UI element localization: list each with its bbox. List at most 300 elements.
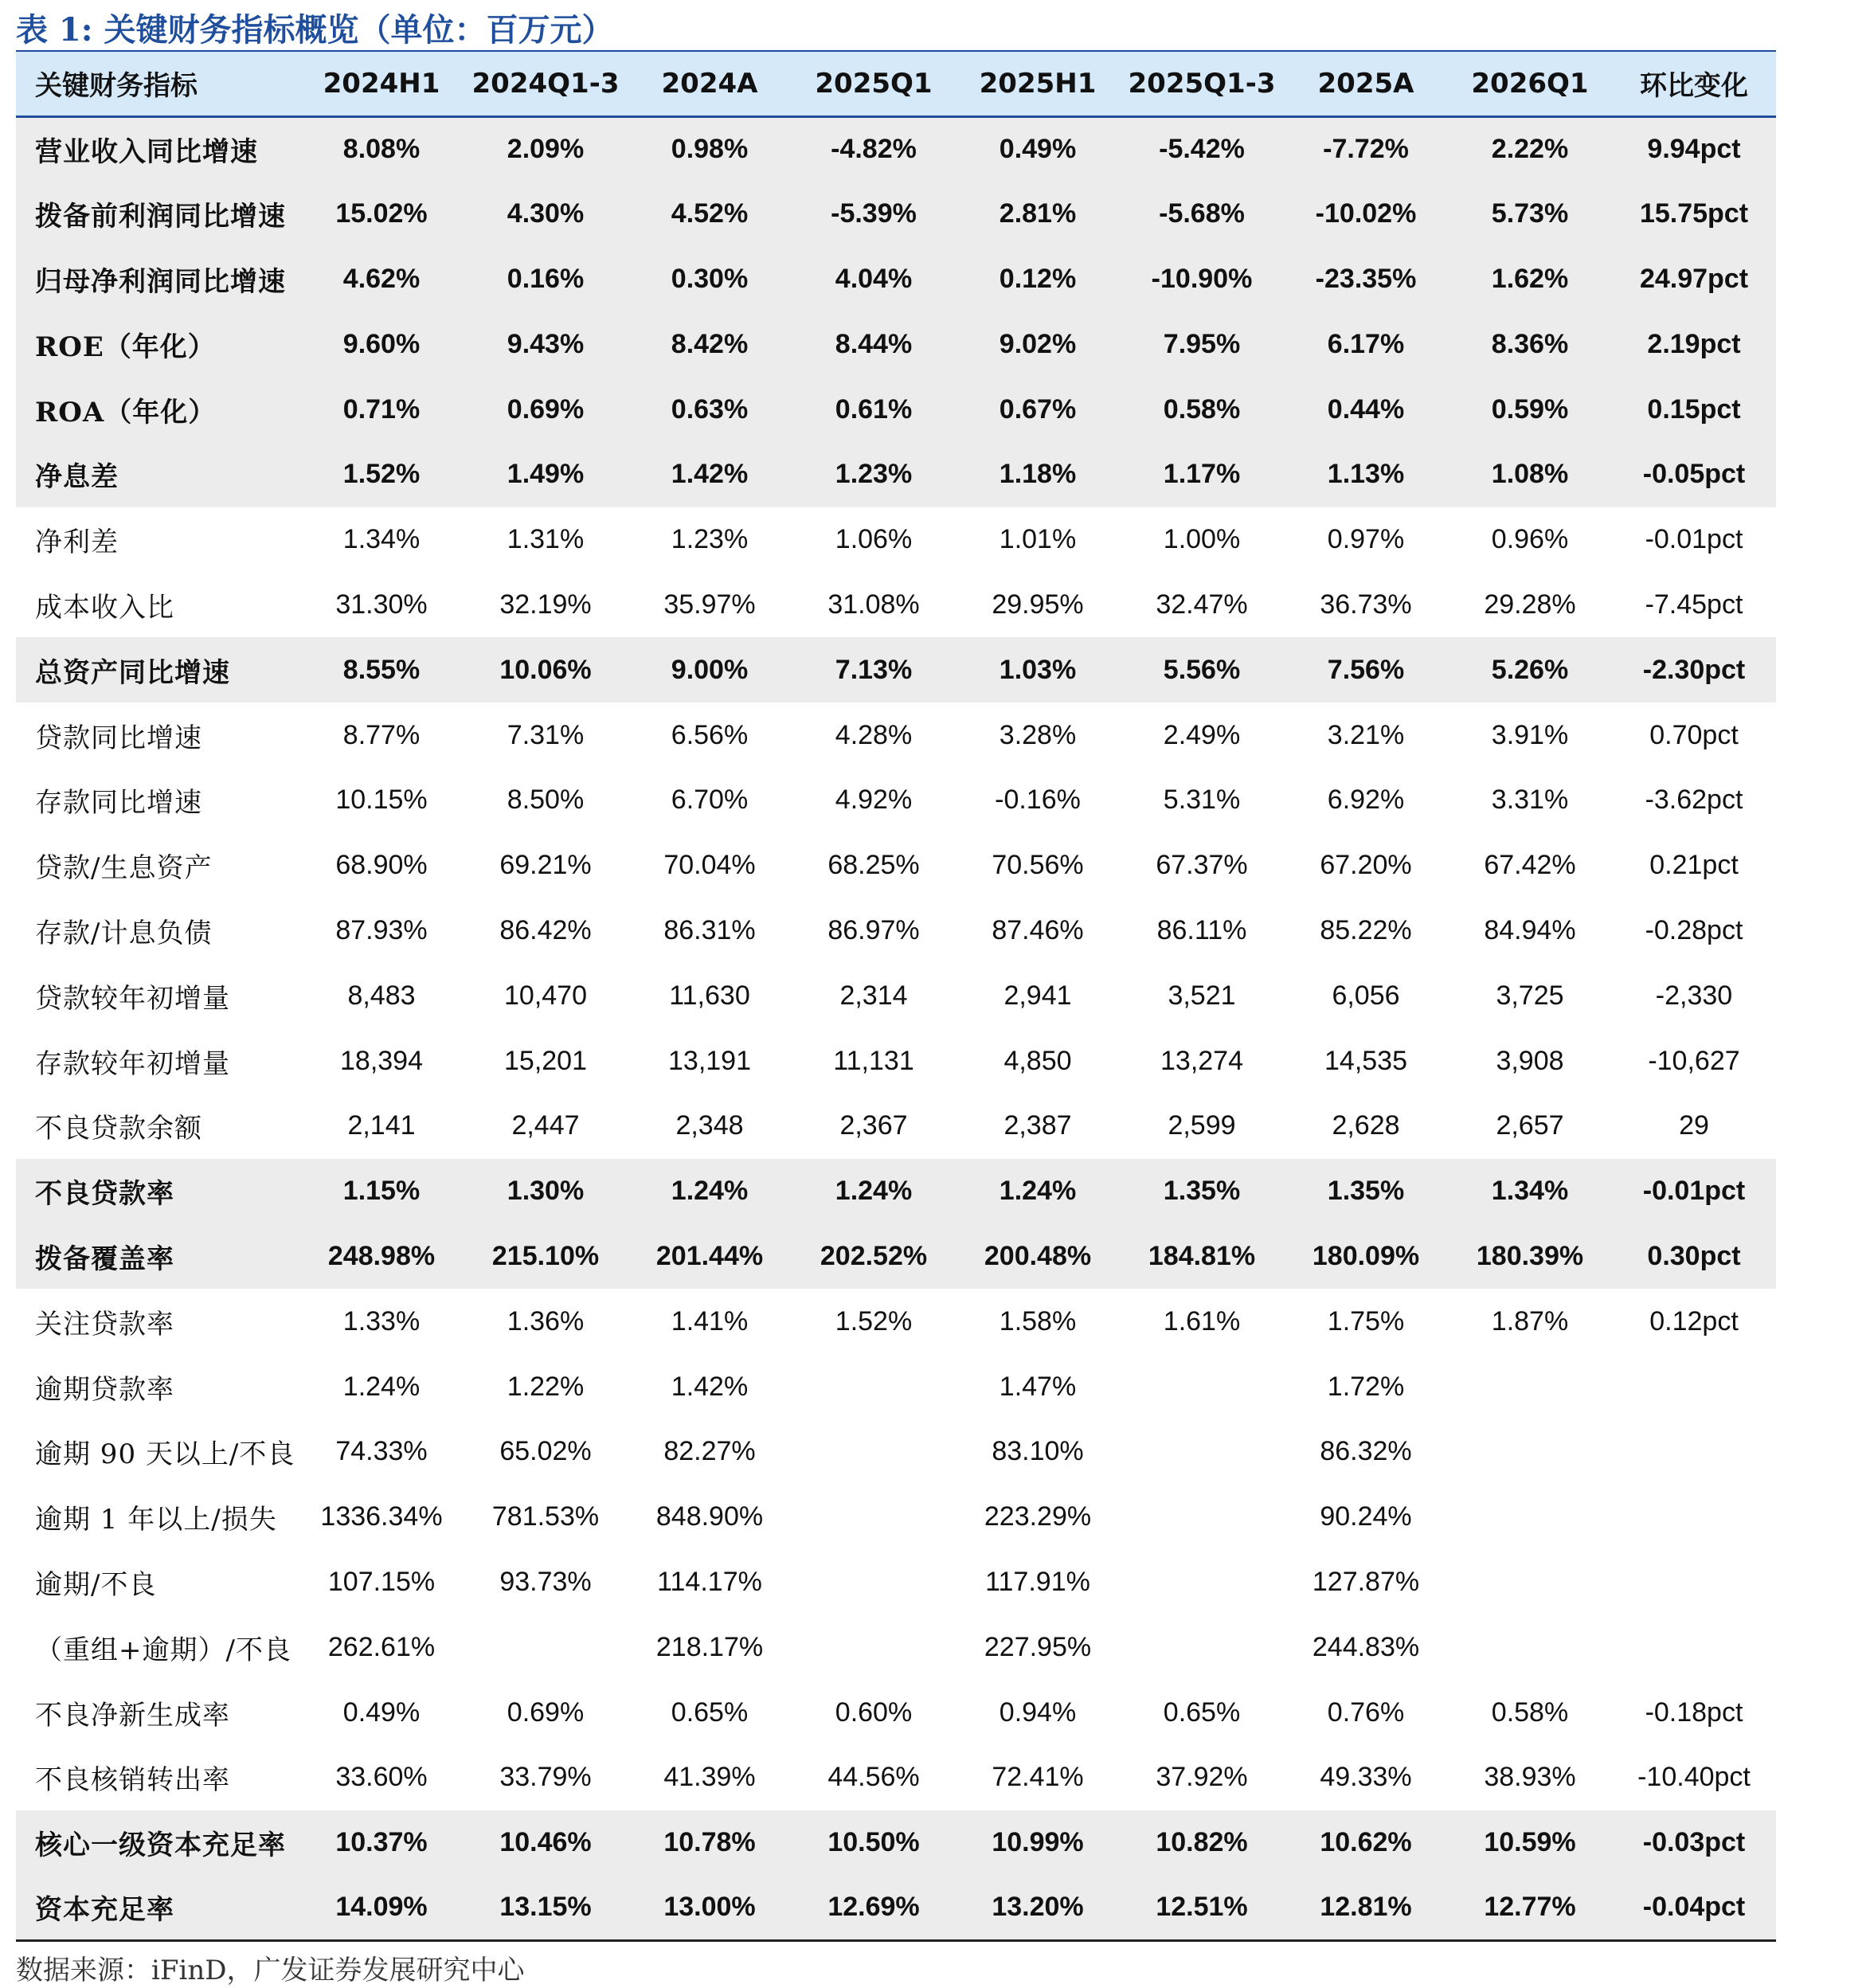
table-cell: 1.08% xyxy=(1491,459,1569,490)
row-label: 存款/计息负债 xyxy=(35,917,213,949)
table-cell: 2,599 xyxy=(1168,1110,1236,1141)
table-cell: 0.65% xyxy=(1163,1696,1241,1728)
table-cell: 15.75pct xyxy=(1639,198,1749,229)
table-cell: 9.94pct xyxy=(1647,134,1741,165)
table-cell: 1.22% xyxy=(507,1371,585,1402)
table-cell: 3,725 xyxy=(1496,980,1564,1011)
table-cell: 2,657 xyxy=(1496,1110,1564,1141)
table-body xyxy=(16,116,1776,1940)
table-cell: 44.56% xyxy=(827,1762,920,1793)
table-cell: 180.09% xyxy=(1312,1240,1420,1271)
table-row xyxy=(16,1680,1776,1745)
table-cell: -0.01pct xyxy=(1645,524,1743,555)
table-cell: 90.24% xyxy=(1320,1501,1412,1532)
table-cell: 0.59% xyxy=(1491,393,1569,425)
table-cell: 0.58% xyxy=(1491,1696,1569,1728)
table-cell: 5.56% xyxy=(1163,654,1241,685)
table-cell: 1.41% xyxy=(671,1305,749,1336)
table-cell: 65.02% xyxy=(499,1436,592,1467)
table-cell: 37.92% xyxy=(1156,1762,1248,1793)
table-cell: 180.39% xyxy=(1476,1240,1584,1271)
table-cell: 10.78% xyxy=(663,1827,756,1858)
table-cell: 31.30% xyxy=(335,589,428,620)
table-cell xyxy=(1120,1614,1284,1680)
table-cell: -10.90% xyxy=(1151,263,1253,294)
table-cell: -0.05pct xyxy=(1642,459,1746,490)
table-cell: 262.61% xyxy=(327,1631,436,1662)
table-cell: -7.45pct xyxy=(1645,589,1743,620)
table-cell: 6.92% xyxy=(1327,785,1405,816)
table-row xyxy=(16,1224,1776,1289)
table-cell: 1.00% xyxy=(1163,524,1241,555)
table-cell: 14.09% xyxy=(299,1876,464,1941)
table-cell: 215.10% xyxy=(491,1240,600,1271)
table-cell: 114.17% xyxy=(657,1566,762,1597)
table-cell: 68.90% xyxy=(335,850,428,881)
table-cell: 85.22% xyxy=(1320,914,1412,945)
table-cell: 8.36% xyxy=(1491,328,1569,359)
table-cell: 31.08% xyxy=(827,589,920,620)
table-cell: 13.15% xyxy=(464,1876,628,1941)
table-cell: 70.56% xyxy=(992,850,1084,881)
table-cell: 0.21pct xyxy=(1649,850,1739,881)
table-cell: -2,330 xyxy=(1655,980,1733,1011)
table-cell xyxy=(792,1419,956,1485)
table-cell: 29.28% xyxy=(1484,589,1576,620)
table-cell xyxy=(792,1550,956,1615)
table-cell: -7.72% xyxy=(1323,134,1409,165)
table-cell: 10,470 xyxy=(504,980,587,1011)
row-label: 成本收入比 xyxy=(35,591,174,624)
table-cell: -0.28pct xyxy=(1645,914,1743,945)
table-cell: 7.56% xyxy=(1327,654,1405,685)
table-cell: 2,387 xyxy=(1003,1110,1072,1141)
table-cell: 2.09% xyxy=(507,134,585,165)
table-cell: 2,367 xyxy=(839,1110,908,1141)
table-cell: 9.43% xyxy=(507,328,585,359)
table-cell: -4.82% xyxy=(831,134,917,165)
table-cell: 4.30% xyxy=(507,198,585,229)
table-cell: -0.03pct xyxy=(1642,1827,1746,1858)
table-cell: 1.06% xyxy=(835,524,913,555)
row-label: 存款较年初增量 xyxy=(35,1047,230,1080)
table-cell: -5.39% xyxy=(831,198,917,229)
table-cell: 1.58% xyxy=(999,1305,1077,1336)
table-row xyxy=(16,1810,1776,1876)
table-cell: 84.94% xyxy=(1484,914,1576,945)
table-row xyxy=(16,1419,1776,1485)
table-cell xyxy=(792,1354,956,1419)
table-cell: 1.24% xyxy=(671,1176,749,1207)
table-cell: 0.49% xyxy=(342,1696,421,1728)
table-cell: 70.04% xyxy=(663,850,756,881)
table-cell: -0.16% xyxy=(995,785,1081,816)
table-cell: 0.49% xyxy=(999,134,1077,165)
row-label: ROE（年化） xyxy=(35,331,216,363)
table-row xyxy=(16,1094,1776,1159)
row-label: 不良贷款率 xyxy=(35,1178,174,1211)
table-cell: 86.42% xyxy=(499,914,592,945)
table-cell: 33.79% xyxy=(499,1762,592,1793)
row-label: 净息差 xyxy=(35,461,119,494)
table-cell xyxy=(1120,1419,1284,1485)
table-cell: 2,941 xyxy=(1003,980,1072,1011)
table-cell: 1.18% xyxy=(999,459,1077,490)
table-cell xyxy=(1612,1614,1776,1680)
table-cell: 29 xyxy=(1679,1110,1709,1141)
table-cell: 36.73% xyxy=(1320,589,1412,620)
table-cell: 0.12% xyxy=(999,263,1077,294)
table-row xyxy=(16,311,1776,377)
table-cell xyxy=(1448,1419,1612,1485)
table-cell: -0.01pct xyxy=(1642,1176,1746,1207)
table-cell: -0.04pct xyxy=(1612,1876,1776,1941)
table-cell: 1.24% xyxy=(999,1176,1077,1207)
table-cell: 218.17% xyxy=(655,1631,764,1662)
table-title: 表 1: 关键财务指标概览（单位：百万元） xyxy=(16,11,614,49)
table-cell: 2.22% xyxy=(1491,134,1569,165)
table-cell: 8.44% xyxy=(835,328,913,359)
table-cell: 0.70pct xyxy=(1649,719,1739,750)
table-cell: 2.49% xyxy=(1163,719,1241,750)
table-cell xyxy=(1448,1485,1612,1550)
table-cell: 7.13% xyxy=(835,654,913,685)
header-period: 2024A xyxy=(628,51,792,116)
table-cell: 127.87% xyxy=(1312,1566,1420,1597)
row-label: 逾期/不良 xyxy=(35,1568,157,1601)
table-cell: 49.33% xyxy=(1320,1762,1412,1793)
table-cell: 0.44% xyxy=(1327,393,1405,425)
table-cell: 12.51% xyxy=(1120,1876,1284,1941)
table-cell: 0.15pct xyxy=(1647,393,1741,425)
table-cell: 1.52% xyxy=(835,1305,913,1336)
table-cell: 1.01% xyxy=(999,524,1077,555)
table-cell xyxy=(464,1614,628,1680)
table-cell: 1.34% xyxy=(1491,1176,1569,1207)
table-cell xyxy=(1612,1354,1776,1419)
table-cell: 82.27% xyxy=(663,1436,756,1467)
table-cell: 3.31% xyxy=(1491,785,1569,816)
table-cell: 3.28% xyxy=(999,719,1077,750)
table-cell: 74.33% xyxy=(335,1436,428,1467)
table-row xyxy=(16,442,1776,507)
table-cell: 201.44% xyxy=(655,1240,764,1271)
table-cell: -23.35% xyxy=(1315,263,1417,294)
table-cell: 0.58% xyxy=(1163,393,1241,425)
row-label: 总资产同比增速 xyxy=(35,656,230,689)
table-cell: 4.04% xyxy=(835,263,913,294)
table-cell: 9.02% xyxy=(999,328,1077,359)
table-cell xyxy=(1448,1354,1612,1419)
table-cell xyxy=(1120,1485,1284,1550)
table-row xyxy=(16,507,1776,573)
table-cell: 8.55% xyxy=(342,654,421,685)
table-cell: 1.31% xyxy=(507,524,585,555)
table-cell: 38.93% xyxy=(1484,1762,1576,1793)
table-cell: 35.97% xyxy=(663,589,756,620)
table-row xyxy=(16,1485,1776,1550)
table-cell: 10.50% xyxy=(827,1827,920,1858)
row-label: 贷款同比增速 xyxy=(35,722,202,754)
row-label: ROA（年化） xyxy=(35,396,217,429)
table-row xyxy=(16,1745,1776,1810)
table-cell: 2.19pct xyxy=(1647,328,1741,359)
table-cell: 1.23% xyxy=(835,459,913,490)
table-cell: 11,131 xyxy=(833,1045,914,1076)
table-cell: -5.68% xyxy=(1159,198,1245,229)
table-cell: 10.06% xyxy=(499,654,592,685)
table-cell: 0.12pct xyxy=(1649,1305,1739,1336)
table-cell: -2.30pct xyxy=(1642,654,1746,685)
table-row xyxy=(16,768,1776,833)
table-cell: 0.98% xyxy=(671,134,749,165)
row-label: 拨备前利润同比增速 xyxy=(35,201,286,233)
table-cell: 0.30pct xyxy=(1647,1240,1741,1271)
table-cell: 1.15% xyxy=(342,1176,421,1207)
table-cell: 1.24% xyxy=(835,1176,913,1207)
table-cell: 3.91% xyxy=(1491,719,1569,750)
table-row xyxy=(16,182,1776,247)
table-cell: 6.70% xyxy=(671,785,749,816)
table-cell: 29.95% xyxy=(992,589,1084,620)
header-period: 2024H1 xyxy=(299,51,464,116)
table-cell xyxy=(1448,1550,1612,1615)
table-cell: 2,447 xyxy=(511,1110,580,1141)
table-cell xyxy=(1120,1550,1284,1615)
table-cell: 1.36% xyxy=(507,1305,585,1336)
row-label: 贷款/生息资产 xyxy=(35,852,213,885)
row-label: （重组+逾期）/不良 xyxy=(35,1634,291,1666)
table-cell: 1.35% xyxy=(1163,1176,1241,1207)
table-cell: 5.31% xyxy=(1163,785,1241,816)
table-cell xyxy=(792,1614,956,1680)
table-row xyxy=(16,573,1776,638)
table-cell: 87.46% xyxy=(992,914,1084,945)
table-cell: 5.26% xyxy=(1491,654,1569,685)
table-cell: 15,201 xyxy=(504,1045,587,1076)
table-cell: 32.47% xyxy=(1156,589,1248,620)
table-cell: 1.30% xyxy=(507,1176,585,1207)
table-cell: 6.17% xyxy=(1327,328,1405,359)
table-cell: 1.35% xyxy=(1327,1176,1405,1207)
table-cell: 9.00% xyxy=(671,654,749,685)
table-cell: 41.39% xyxy=(663,1762,756,1793)
row-label: 核心一级资本充足率 xyxy=(35,1830,286,1862)
row-label: 逾期贷款率 xyxy=(35,1373,174,1406)
table-cell: 87.93% xyxy=(335,914,428,945)
table-row xyxy=(16,1614,1776,1680)
row-label: 逾期 1 年以上/损失 xyxy=(35,1504,277,1536)
table-cell: -10,627 xyxy=(1648,1045,1740,1076)
table-cell: 0.65% xyxy=(671,1696,749,1728)
table-cell: 68.25% xyxy=(827,850,920,881)
table-cell: 1.13% xyxy=(1327,459,1405,490)
table-cell: 1.03% xyxy=(999,654,1077,685)
header-period: 2026Q1 xyxy=(1448,51,1612,116)
table-cell: 0.69% xyxy=(507,393,585,425)
table-cell: 2,141 xyxy=(347,1110,416,1141)
table-cell: 0.67% xyxy=(999,393,1077,425)
table-cell: 9.60% xyxy=(342,328,421,359)
row-label: 逾期 90 天以上/不良 xyxy=(35,1438,295,1471)
table-cell: 7.95% xyxy=(1163,328,1241,359)
table-cell: 6,056 xyxy=(1332,980,1400,1011)
table-cell: 86.31% xyxy=(663,914,756,945)
table-cell: 13.00% xyxy=(628,1876,792,1941)
row-label: 不良贷款余额 xyxy=(35,1113,202,1145)
table-cell: 0.16% xyxy=(507,263,585,294)
table-cell: 6.56% xyxy=(671,719,749,750)
table-cell: 18,394 xyxy=(340,1045,423,1076)
table-row xyxy=(16,833,1776,898)
table-cell: -3.62pct xyxy=(1645,785,1743,816)
table-cell: 3.21% xyxy=(1327,719,1405,750)
table-cell: 8,483 xyxy=(347,980,416,1011)
header-period: 2025Q1 xyxy=(792,51,956,116)
table-cell: 3,521 xyxy=(1168,980,1236,1011)
table-cell: 1.61% xyxy=(1163,1305,1241,1336)
table-cell xyxy=(1448,1614,1612,1680)
table-cell: 8.77% xyxy=(342,719,421,750)
table-cell: 2.81% xyxy=(999,198,1077,229)
table-cell: 1.52% xyxy=(342,459,421,490)
table-cell: 3,908 xyxy=(1496,1045,1564,1076)
table-cell xyxy=(1612,1485,1776,1550)
table-cell: 184.81% xyxy=(1148,1240,1256,1271)
table-cell: 244.83% xyxy=(1312,1631,1420,1662)
table-cell xyxy=(1612,1550,1776,1615)
table-cell: 86.97% xyxy=(827,914,920,945)
table-cell: 227.95% xyxy=(984,1631,1092,1662)
table-cell: 248.98% xyxy=(327,1240,436,1271)
table-cell: 13,191 xyxy=(668,1045,751,1076)
table-cell: 5.73% xyxy=(1491,198,1569,229)
table-cell: 4,850 xyxy=(1003,1045,1072,1076)
table-cell: 14,535 xyxy=(1324,1045,1407,1076)
table-cell: 1.47% xyxy=(999,1371,1077,1402)
header-period: 2025Q1-3 xyxy=(1120,51,1284,116)
table-cell: 93.73% xyxy=(499,1566,592,1597)
table-cell: 0.63% xyxy=(671,393,749,425)
row-label: 营业收入同比增速 xyxy=(35,136,258,169)
table-cell: 1.87% xyxy=(1491,1305,1569,1336)
table-cell: 1.33% xyxy=(342,1305,421,1336)
table-cell: 67.20% xyxy=(1320,850,1412,881)
table-cell: 11,630 xyxy=(669,980,750,1011)
table-cell: 1.17% xyxy=(1163,459,1241,490)
table-cell: 10.15% xyxy=(335,785,428,816)
table-cell: 4.52% xyxy=(671,198,749,229)
header-period: 2025H1 xyxy=(956,51,1120,116)
table-cell: 13.20% xyxy=(956,1876,1120,1941)
table-cell xyxy=(1612,1419,1776,1485)
table-cell: 32.19% xyxy=(499,589,592,620)
table-cell: 86.32% xyxy=(1320,1436,1412,1467)
table-cell xyxy=(792,1485,956,1550)
table-cell: 10.46% xyxy=(499,1827,592,1858)
table-cell: 1.42% xyxy=(671,1371,749,1402)
table-cell: 12.81% xyxy=(1284,1876,1448,1941)
table-cell: 1336.34% xyxy=(320,1501,443,1532)
table-cell: 202.52% xyxy=(820,1240,928,1271)
table-cell: 1.72% xyxy=(1327,1371,1405,1402)
row-label: 归母净利润同比增速 xyxy=(35,265,286,298)
table-cell: 200.48% xyxy=(984,1240,1092,1271)
table-cell: -10.40pct xyxy=(1637,1762,1751,1793)
table-cell: 72.41% xyxy=(992,1762,1084,1793)
table-row xyxy=(16,1550,1776,1615)
table-cell: 33.60% xyxy=(335,1762,428,1793)
table-row xyxy=(16,702,1776,768)
table-cell: 86.11% xyxy=(1156,914,1247,945)
row-label: 不良核销转出率 xyxy=(35,1764,230,1797)
financial-indicators-table xyxy=(16,50,1776,1942)
table-cell: 2,628 xyxy=(1332,1110,1400,1141)
row-label: 不良净新生成率 xyxy=(35,1699,230,1732)
table-cell: 0.30% xyxy=(671,263,749,294)
table-cell: -10.02% xyxy=(1315,198,1417,229)
table-cell: -5.42% xyxy=(1159,134,1245,165)
table-cell: 7.31% xyxy=(507,719,585,750)
table-cell: 8.50% xyxy=(507,785,585,816)
header-period: 2024Q1-3 xyxy=(464,51,628,116)
table-cell: 10.37% xyxy=(335,1827,428,1858)
table-row xyxy=(16,247,1776,312)
table-cell: 0.96% xyxy=(1491,524,1569,555)
table-cell: 1.24% xyxy=(342,1371,421,1402)
table-cell: 4.62% xyxy=(342,263,421,294)
table-header-row xyxy=(16,51,1776,116)
source-note: 数据来源：iFinD，广发证券发展研究中心 xyxy=(16,1955,525,1986)
row-label: 存款同比增速 xyxy=(35,787,202,820)
table-cell: 12.69% xyxy=(792,1876,956,1941)
table-cell: 15.02% xyxy=(335,198,428,229)
row-label: 拨备覆盖率 xyxy=(35,1242,174,1275)
row-label: 贷款较年初增量 xyxy=(35,982,230,1015)
table-row xyxy=(16,1289,1776,1354)
row-label: 净利差 xyxy=(35,526,119,559)
row-label: 资本充足率 xyxy=(16,1876,299,1941)
table-cell: 24.97pct xyxy=(1639,263,1749,294)
table-cell: 1.75% xyxy=(1327,1305,1405,1336)
table-cell: 10.82% xyxy=(1156,1827,1248,1858)
table-cell: 781.53% xyxy=(491,1501,600,1532)
table-cell: 0.71% xyxy=(342,393,421,425)
table-cell: 0.97% xyxy=(1327,524,1405,555)
table-row xyxy=(16,1876,1776,1941)
table-cell: 107.15% xyxy=(327,1566,436,1597)
table-cell: 83.10% xyxy=(992,1436,1084,1467)
table-cell: 1.23% xyxy=(671,524,749,555)
table-cell: 2,314 xyxy=(839,980,908,1011)
row-label: 关注贷款率 xyxy=(35,1308,174,1340)
table-row xyxy=(16,898,1776,964)
table-row xyxy=(16,116,1776,182)
table-cell: 8.42% xyxy=(671,328,749,359)
table-cell: 848.90% xyxy=(655,1501,764,1532)
header-indicator: 关键财务指标 xyxy=(16,51,299,116)
table-cell: 4.28% xyxy=(835,719,913,750)
table-row xyxy=(16,1159,1776,1224)
table-cell: 0.94% xyxy=(999,1696,1077,1728)
table-row xyxy=(16,1354,1776,1419)
table-cell: 0.76% xyxy=(1327,1696,1405,1728)
table-row xyxy=(16,1028,1776,1094)
table-cell: 1.49% xyxy=(507,459,585,490)
table-cell: 69.21% xyxy=(499,850,592,881)
table-cell: 1.34% xyxy=(342,524,421,555)
table-cell: -0.18pct xyxy=(1645,1696,1743,1728)
